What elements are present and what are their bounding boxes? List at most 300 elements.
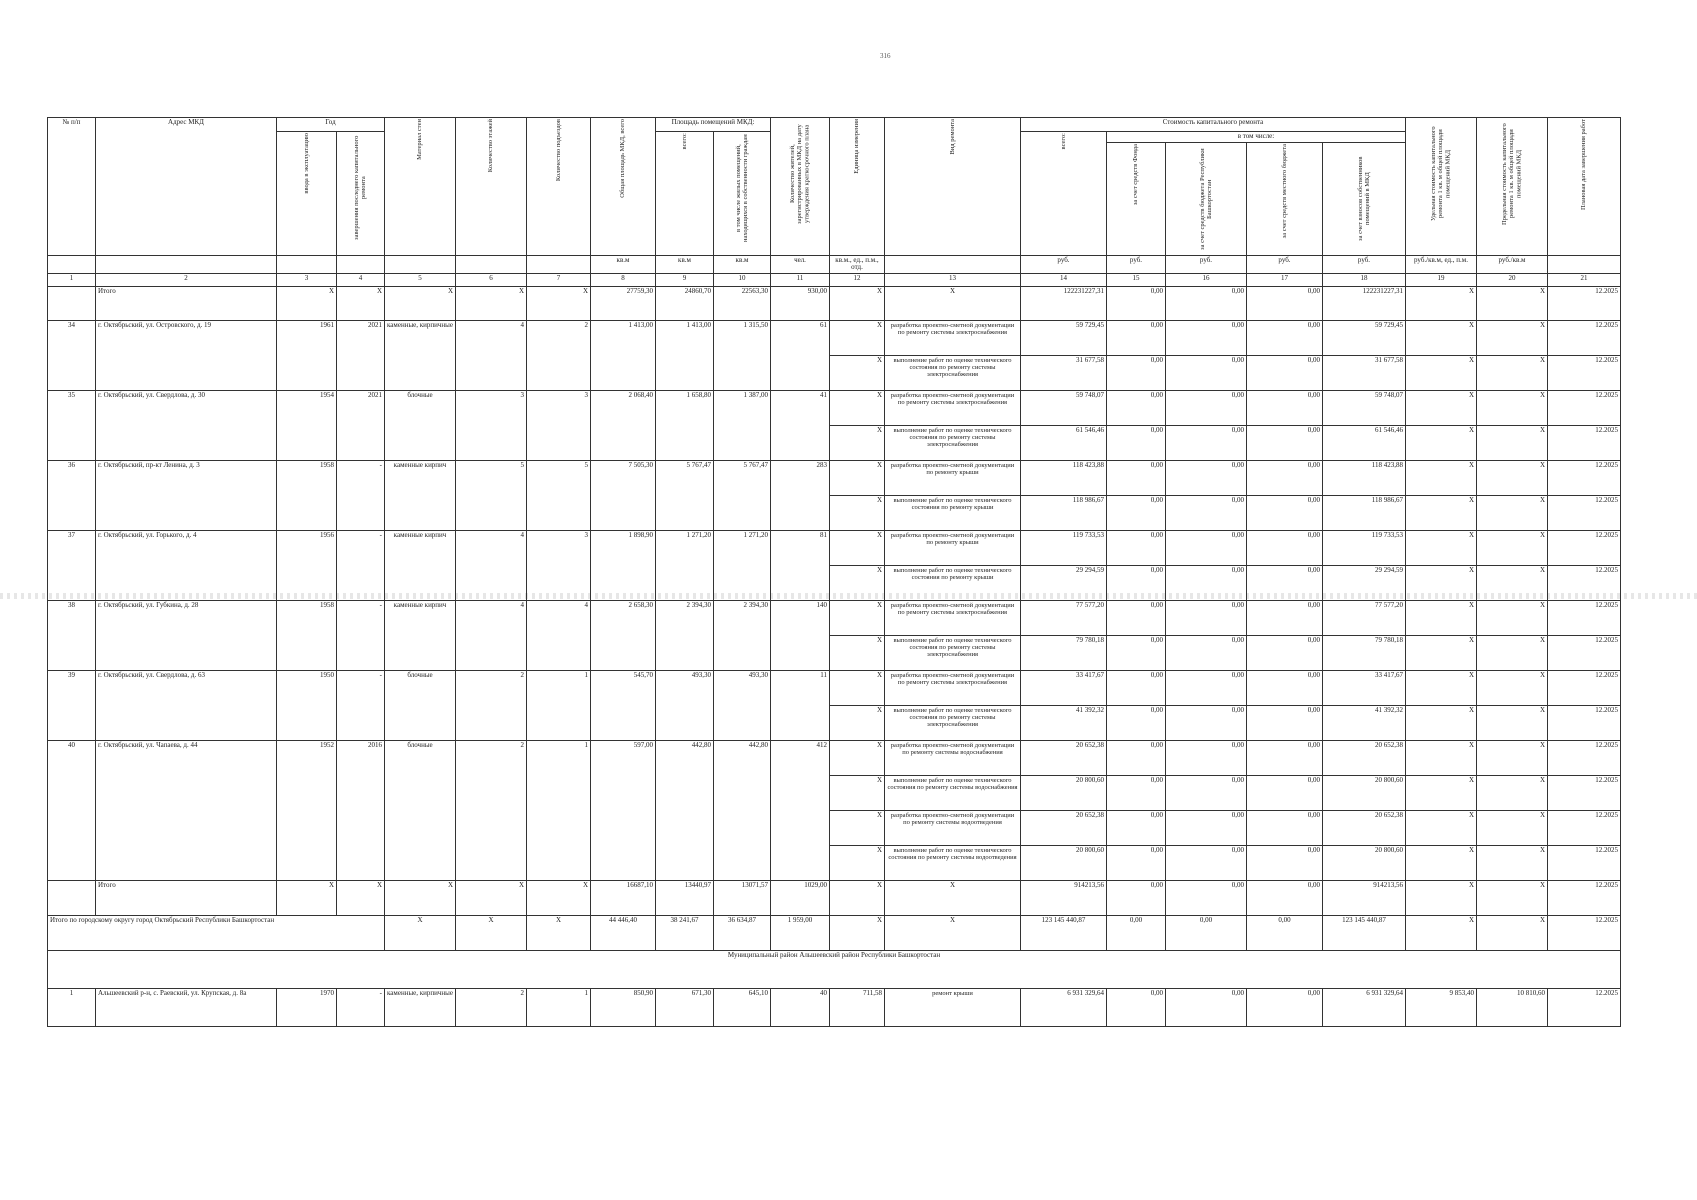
table-cell: 2 068,40	[591, 391, 656, 461]
table-cell: -	[337, 531, 385, 601]
table-cell: 1	[527, 741, 591, 881]
unit-cell: кв.м	[591, 255, 656, 273]
table-cell: X	[1406, 531, 1477, 566]
table-cell: X	[830, 566, 885, 601]
work-type: разработка проектно-сметной документации по ремонту системы электроснабжения	[885, 391, 1021, 426]
table-cell: 0,00	[1247, 881, 1323, 916]
table-cell: 493,30	[656, 671, 714, 741]
table-cell: 20 652,38	[1323, 741, 1406, 776]
table-cell: 12.2025	[1548, 601, 1621, 636]
table-cell: 12.2025	[1548, 391, 1621, 426]
table-cell: 59 748,07	[1021, 391, 1107, 426]
header-num: № п/п	[48, 118, 96, 256]
row-number: 39	[48, 671, 96, 741]
work-type: выполнение работ по оценке технического состояния по ремонту системы электроснабжения	[885, 356, 1021, 391]
header-cost-fund: за счет средств Фонда	[1132, 143, 1140, 205]
table-body	[48, 287, 1621, 1027]
table-cell: 2 394,30	[656, 601, 714, 671]
table-cell: X	[1477, 601, 1548, 636]
table-cell: 0,00	[1166, 391, 1247, 426]
table-cell: X	[1406, 321, 1477, 356]
row-number: 38	[48, 601, 96, 671]
table-row	[48, 989, 1621, 1027]
table-cell: 2	[527, 321, 591, 391]
table-cell: 0,00	[1107, 426, 1166, 461]
table-cell: 29 294,59	[1323, 566, 1406, 601]
table-cell: 0,00	[1247, 989, 1323, 1027]
table-cell: X	[385, 287, 456, 321]
table-cell: 12.2025	[1548, 881, 1621, 916]
table-cell: X	[885, 287, 1021, 321]
table-cell: 20 800,60	[1021, 776, 1107, 811]
table-cell: -	[337, 671, 385, 741]
table-cell: 12.2025	[1548, 776, 1621, 811]
table-cell: X	[830, 881, 885, 916]
table-cell: Итого	[96, 881, 277, 916]
work-type: разработка проектно-сметной документации по ремонту системы электроснабжения	[885, 601, 1021, 636]
column-index-cell: 6	[456, 274, 527, 287]
table-cell: каменные кирпич	[385, 461, 456, 531]
unit-cell: кв.м	[714, 255, 771, 273]
table-cell: X	[337, 881, 385, 916]
table-cell: 22563,30	[714, 287, 771, 321]
header-date: Плановая дата завершения работ	[1580, 119, 1588, 211]
table-cell: 77 577,20	[1323, 601, 1406, 636]
table-cell: 0,00	[1107, 811, 1166, 846]
column-index-cell: 19	[1406, 274, 1477, 287]
table-cell: 0,00	[1166, 811, 1247, 846]
work-type: разработка проектно-сметной документации по ремонту крыши	[885, 461, 1021, 496]
table-cell: X	[830, 636, 885, 671]
table-cell: 12.2025	[1548, 916, 1621, 951]
table-cell: 0,00	[1166, 287, 1247, 321]
row-address: г. Октябрьский, ул. Свердлова, д. 30	[96, 391, 277, 461]
unit-cell: кв.м	[656, 255, 714, 273]
table-cell: 0,00	[1166, 461, 1247, 496]
table-cell: X	[1477, 566, 1548, 601]
table-cell: 0,00	[1247, 461, 1323, 496]
table-cell: 6 931 329,64	[1021, 989, 1107, 1027]
table-cell: 0,00	[1247, 671, 1323, 706]
table-cell: 122231227,31	[1021, 287, 1107, 321]
table-cell: 2	[456, 989, 527, 1027]
table-cell: 59 748,07	[1323, 391, 1406, 426]
header-year-group: Год	[277, 118, 385, 132]
table-cell: каменные, кирпичные	[385, 989, 456, 1027]
table-cell: 27759,30	[591, 287, 656, 321]
table-cell: 0,00	[1166, 881, 1247, 916]
table-cell: 0,00	[1166, 356, 1247, 391]
table-cell: 0,00	[1166, 531, 1247, 566]
table-cell: 1958	[277, 461, 337, 531]
table-cell: 0,00	[1166, 989, 1247, 1027]
table-cell: 0,00	[1166, 426, 1247, 461]
table-cell: 0,00	[1166, 496, 1247, 531]
table-cell: 12.2025	[1548, 287, 1621, 321]
table-cell: 4	[456, 531, 527, 601]
table-cell: X	[1477, 426, 1548, 461]
table-cell: 3	[527, 531, 591, 601]
table-cell: 0,00	[1166, 636, 1247, 671]
table-cell: 1 658,80	[656, 391, 714, 461]
table-cell: X	[885, 881, 1021, 916]
row-address: г. Октябрьский, ул. Губкина, д. 28	[96, 601, 277, 671]
table-cell: 0,00	[1247, 846, 1323, 881]
table-cell: 118 423,88	[1323, 461, 1406, 496]
table-cell: 442,80	[714, 741, 771, 881]
table-cell: -	[337, 989, 385, 1027]
table-cell: 0,00	[1166, 741, 1247, 776]
header-cost-owners: за счет взносов собственников помещений в МКД	[1356, 156, 1371, 241]
table-cell: 4	[527, 601, 591, 671]
table-cell: X	[1477, 287, 1548, 321]
column-index-cell: 2	[96, 274, 277, 287]
header-unit: Единица измерения	[853, 119, 861, 174]
table-cell: 20 652,38	[1323, 811, 1406, 846]
row-address: Альшеевский р-н, с. Раевский, ул. Крупская, д. 8а	[96, 989, 277, 1027]
table-header	[48, 118, 1621, 287]
table-cell: 1	[527, 671, 591, 741]
work-type: выполнение работ по оценке технического состояния по ремонту системы электроснабжения	[885, 706, 1021, 741]
table-cell: 0,00	[1247, 636, 1323, 671]
unit-cell: руб.	[1107, 255, 1166, 273]
header-area-group: Площадь помещений МКД:	[656, 118, 771, 132]
table-cell: 0,00	[1247, 811, 1323, 846]
work-type: выполнение работ по оценке технического состояния по ремонту системы электроснабжения	[885, 426, 1021, 461]
header-cost-local: за счет средств местного бюджета	[1280, 143, 1288, 239]
units-row	[48, 255, 1621, 273]
table-cell: 4	[456, 601, 527, 671]
table-cell: 0,00	[1107, 601, 1166, 636]
table-cell: блочные	[385, 391, 456, 461]
row-number: 36	[48, 461, 96, 531]
city-total-label: Итого по городскому округу город Октябрьский Республики Башкортостан	[48, 916, 385, 951]
table-cell	[48, 287, 96, 321]
table-cell: блочные	[385, 671, 456, 741]
table-cell: 16687,10	[591, 881, 656, 916]
table-cell: каменные, кирпичные	[385, 321, 456, 391]
work-type: разработка проектно-сметной документации по ремонту крыши	[885, 531, 1021, 566]
table-cell: 0,00	[1247, 566, 1323, 601]
table-cell: 545,70	[591, 671, 656, 741]
table-cell: 12.2025	[1548, 461, 1621, 496]
table-cell: 5	[527, 461, 591, 531]
table-cell: 12.2025	[1548, 321, 1621, 356]
unit-cell: кв.м., ед., п.м., отд.	[830, 255, 885, 273]
table-cell: 2021	[337, 321, 385, 391]
table-cell: 597,00	[591, 741, 656, 881]
table-cell: 0,00	[1166, 706, 1247, 741]
row-address: г. Октябрьский, ул. Островского, д. 19	[96, 321, 277, 391]
table-cell: 12.2025	[1548, 531, 1621, 566]
table-cell: 645,10	[714, 989, 771, 1027]
table-cell: 412	[771, 741, 830, 881]
table-cell: X	[1477, 671, 1548, 706]
table-cell: 1 271,20	[714, 531, 771, 601]
header-work-type: Вид ремонта	[948, 119, 956, 155]
table-cell: X	[1406, 846, 1477, 881]
table-cell: X	[1406, 671, 1477, 706]
table-cell: X	[277, 881, 337, 916]
table-cell: X	[1406, 287, 1477, 321]
column-index-cell: 10	[714, 274, 771, 287]
repair-plan-table-container	[47, 117, 1621, 1027]
table-cell: X	[1406, 881, 1477, 916]
table-cell: 2 394,30	[714, 601, 771, 671]
column-index-cell: 11	[771, 274, 830, 287]
header-limit: Предельная стоимость капитального ремонта 1 кв. м общей площади помещений МКД	[1501, 123, 1523, 225]
table-cell: X	[830, 601, 885, 636]
table-cell: 493,30	[714, 671, 771, 741]
table-cell: X	[1477, 706, 1548, 741]
table-cell: X	[830, 811, 885, 846]
table-cell: 7 505,30	[591, 461, 656, 531]
table-cell: 0,00	[1247, 321, 1323, 356]
table-row	[48, 531, 1621, 566]
table-cell: 0,00	[1107, 671, 1166, 706]
table-cell: 0,00	[1166, 601, 1247, 636]
work-type: разработка проектно-сметной документации по ремонту системы водоотведения	[885, 811, 1021, 846]
table-cell: X	[1406, 636, 1477, 671]
table-cell: 0,00	[1166, 846, 1247, 881]
table-row	[48, 601, 1621, 636]
row-address: г. Октябрьский, ул. Свердлова, д. 63	[96, 671, 277, 741]
column-index-cell: 4	[337, 274, 385, 287]
column-index-cell: 1	[48, 274, 96, 287]
table-cell: 5 767,47	[714, 461, 771, 531]
row-number: 1	[48, 989, 96, 1027]
table-cell: X	[830, 846, 885, 881]
table-cell: 44 446,40	[591, 916, 656, 951]
table-cell: 0,00	[1107, 916, 1166, 951]
row-number: 40	[48, 741, 96, 881]
table-cell: 12.2025	[1548, 671, 1621, 706]
table-row	[48, 671, 1621, 706]
work-type: выполнение работ по оценке технического состояния по ремонту системы электроснабжения	[885, 636, 1021, 671]
table-cell: 1 387,00	[714, 391, 771, 461]
section-title: Муниципальный район Альшеевский район Республики Башкортостан	[48, 951, 1621, 989]
table-cell: 24860,70	[656, 287, 714, 321]
table-cell: 6 931 329,64	[1323, 989, 1406, 1027]
table-cell: 442,80	[656, 741, 714, 881]
column-index-cell: 18	[1323, 274, 1406, 287]
column-index-cell: 5	[385, 274, 456, 287]
section-title-row	[48, 951, 1621, 989]
table-cell: 0,00	[1107, 636, 1166, 671]
table-cell: 119 733,53	[1323, 531, 1406, 566]
table-cell: 40	[771, 989, 830, 1027]
table-cell: 41 392,32	[1021, 706, 1107, 741]
table-cell: 0,00	[1247, 776, 1323, 811]
table-cell: 13440,97	[656, 881, 714, 916]
table-cell: 12.2025	[1548, 706, 1621, 741]
column-index-cell: 14	[1021, 274, 1107, 287]
table-cell: X	[830, 356, 885, 391]
table-cell: 12.2025	[1548, 741, 1621, 776]
table-cell: X	[1406, 426, 1477, 461]
column-index-cell: 15	[1107, 274, 1166, 287]
table-cell: 20 800,60	[1021, 846, 1107, 881]
table-cell: 77 577,20	[1021, 601, 1107, 636]
table-cell: X	[1477, 391, 1548, 426]
table-cell: 0,00	[1107, 881, 1166, 916]
table-cell: 0,00	[1107, 566, 1166, 601]
table-cell: X	[830, 391, 885, 426]
table-cell: 1 413,00	[591, 321, 656, 391]
table-cell: 1961	[277, 321, 337, 391]
table-cell: 3	[527, 391, 591, 461]
table-cell: 0,00	[1247, 916, 1323, 951]
table-cell: 12.2025	[1548, 811, 1621, 846]
table-cell: 59 729,45	[1323, 321, 1406, 356]
table-cell: 2	[456, 741, 527, 881]
table-cell: блочные	[385, 741, 456, 881]
table-cell: 36 634,87	[714, 916, 771, 951]
work-type: выполнение работ по оценке технического состояния по ремонту крыши	[885, 496, 1021, 531]
table-cell: 0,00	[1247, 287, 1323, 321]
table-cell: 0,00	[1107, 706, 1166, 741]
table-cell: 2 658,30	[591, 601, 656, 671]
table-cell: 61	[771, 321, 830, 391]
row-address: г. Октябрьский, ул. Чапаева, д. 44	[96, 741, 277, 881]
table-cell: X	[1406, 496, 1477, 531]
table-cell: 1950	[277, 671, 337, 741]
unit-cell: руб./кв.м, ед., п.м.	[1406, 255, 1477, 273]
table-cell: 930,00	[771, 287, 830, 321]
table-row	[48, 461, 1621, 496]
table-cell: 3	[456, 391, 527, 461]
table-cell: X	[527, 916, 591, 951]
table-cell: 711,58	[830, 989, 885, 1027]
unit-cell: руб./кв.м	[1477, 255, 1548, 273]
unit-cell: руб.	[1247, 255, 1323, 273]
table-cell: 914213,56	[1021, 881, 1107, 916]
table-cell: 10 810,60	[1477, 989, 1548, 1027]
header-residents: Количество жителей, зарегистрированных в МКД на дату утверждения краткосрочного плана	[789, 124, 811, 224]
table-cell: X	[1406, 776, 1477, 811]
table-cell: 0,00	[1247, 356, 1323, 391]
work-type: разработка проектно-сметной документации по ремонту системы водоснабжения	[885, 741, 1021, 776]
table-cell: 0,00	[1166, 321, 1247, 356]
table-cell: X	[830, 321, 885, 356]
table-cell: 0,00	[1107, 989, 1166, 1027]
total-row	[48, 287, 1621, 321]
table-cell: 1 271,20	[656, 531, 714, 601]
table-cell: 33 417,67	[1323, 671, 1406, 706]
table-cell	[48, 881, 96, 916]
column-index-cell: 8	[591, 274, 656, 287]
table-cell: X	[830, 776, 885, 811]
header-cost-total: всего:	[1059, 133, 1067, 150]
table-cell: X	[1477, 741, 1548, 776]
table-cell: X	[1406, 706, 1477, 741]
table-cell: X	[1406, 461, 1477, 496]
table-cell: 0,00	[1107, 321, 1166, 356]
table-cell: X	[1477, 811, 1548, 846]
table-cell: 1956	[277, 531, 337, 601]
table-cell: X	[885, 916, 1021, 951]
table-cell: 0,00	[1107, 496, 1166, 531]
header-floors: Количество этажей	[487, 119, 495, 173]
work-type: выполнение работ по оценке технического состояния по ремонту системы водоотведения	[885, 846, 1021, 881]
total-row	[48, 881, 1621, 916]
table-cell: каменные кирпич	[385, 601, 456, 671]
table-cell: 0,00	[1107, 531, 1166, 566]
table-cell: Итого	[96, 287, 277, 321]
table-cell: 41 392,32	[1323, 706, 1406, 741]
table-cell: 20 652,38	[1021, 811, 1107, 846]
table-cell: X	[1477, 461, 1548, 496]
table-cell: 38 241,67	[656, 916, 714, 951]
page-number: 316	[880, 52, 891, 60]
table-cell: 1952	[277, 741, 337, 881]
table-cell: X	[456, 916, 527, 951]
table-cell: 118 986,67	[1021, 496, 1107, 531]
header-wall: Материал стен	[416, 119, 424, 160]
table-cell: 0,00	[1166, 916, 1247, 951]
header-address: Адрес МКД	[96, 118, 277, 256]
header-area-owned: в том числе жилых помещений, находящихся в собственности граждан	[734, 134, 749, 242]
unit-cell: руб.	[1021, 255, 1107, 273]
table-cell: 20 800,60	[1323, 776, 1406, 811]
table-cell: -	[337, 601, 385, 671]
table-cell: 1 959,00	[771, 916, 830, 951]
table-cell: X	[385, 916, 456, 951]
table-cell: 5	[456, 461, 527, 531]
row-number: 34	[48, 321, 96, 391]
header-specific: Удельная стоимость капитального ремонта 1 кв. м общей площади помещений МКД	[1430, 126, 1452, 222]
table-cell: 283	[771, 461, 830, 531]
column-index-cell: 21	[1548, 274, 1621, 287]
table-cell: 0,00	[1247, 496, 1323, 531]
unit-cell: руб.	[1166, 255, 1247, 273]
table-cell: X	[1477, 496, 1548, 531]
table-cell: 31 677,58	[1021, 356, 1107, 391]
table-cell: X	[830, 287, 885, 321]
row-address: г. Октябрьский, ул. Горького, д. 4	[96, 531, 277, 601]
table-cell: X	[1406, 356, 1477, 391]
table-cell: 0,00	[1107, 391, 1166, 426]
table-cell: X	[1477, 531, 1548, 566]
header-year-last: завершения последнего капитального ремонта	[353, 135, 368, 241]
table-cell: 33 417,67	[1021, 671, 1107, 706]
row-number: 37	[48, 531, 96, 601]
table-cell: 79 780,18	[1323, 636, 1406, 671]
table-cell: 0,00	[1107, 846, 1166, 881]
header-year-built: ввода в эксплуатацию	[302, 133, 310, 194]
column-index-cell: 20	[1477, 274, 1548, 287]
table-cell: 81	[771, 531, 830, 601]
table-cell: каменные кирпич	[385, 531, 456, 601]
table-cell: 0,00	[1247, 706, 1323, 741]
table-cell: 0,00	[1166, 776, 1247, 811]
table-row	[48, 321, 1621, 356]
column-index-cell: 12	[830, 274, 885, 287]
table-cell: 9 853,40	[1406, 989, 1477, 1027]
table-cell: 5 767,47	[656, 461, 714, 531]
header-cost-rb: за счет средств бюджета Республики Башкортостан	[1198, 147, 1213, 250]
table-cell: X	[456, 287, 527, 321]
table-cell: X	[830, 461, 885, 496]
table-row	[48, 391, 1621, 426]
table-cell: 1954	[277, 391, 337, 461]
table-cell: X	[830, 741, 885, 776]
table-cell: -	[337, 461, 385, 531]
table-cell: 61 546,46	[1021, 426, 1107, 461]
table-cell: X	[830, 531, 885, 566]
table-cell: 41	[771, 391, 830, 461]
table-cell: 0,00	[1107, 461, 1166, 496]
